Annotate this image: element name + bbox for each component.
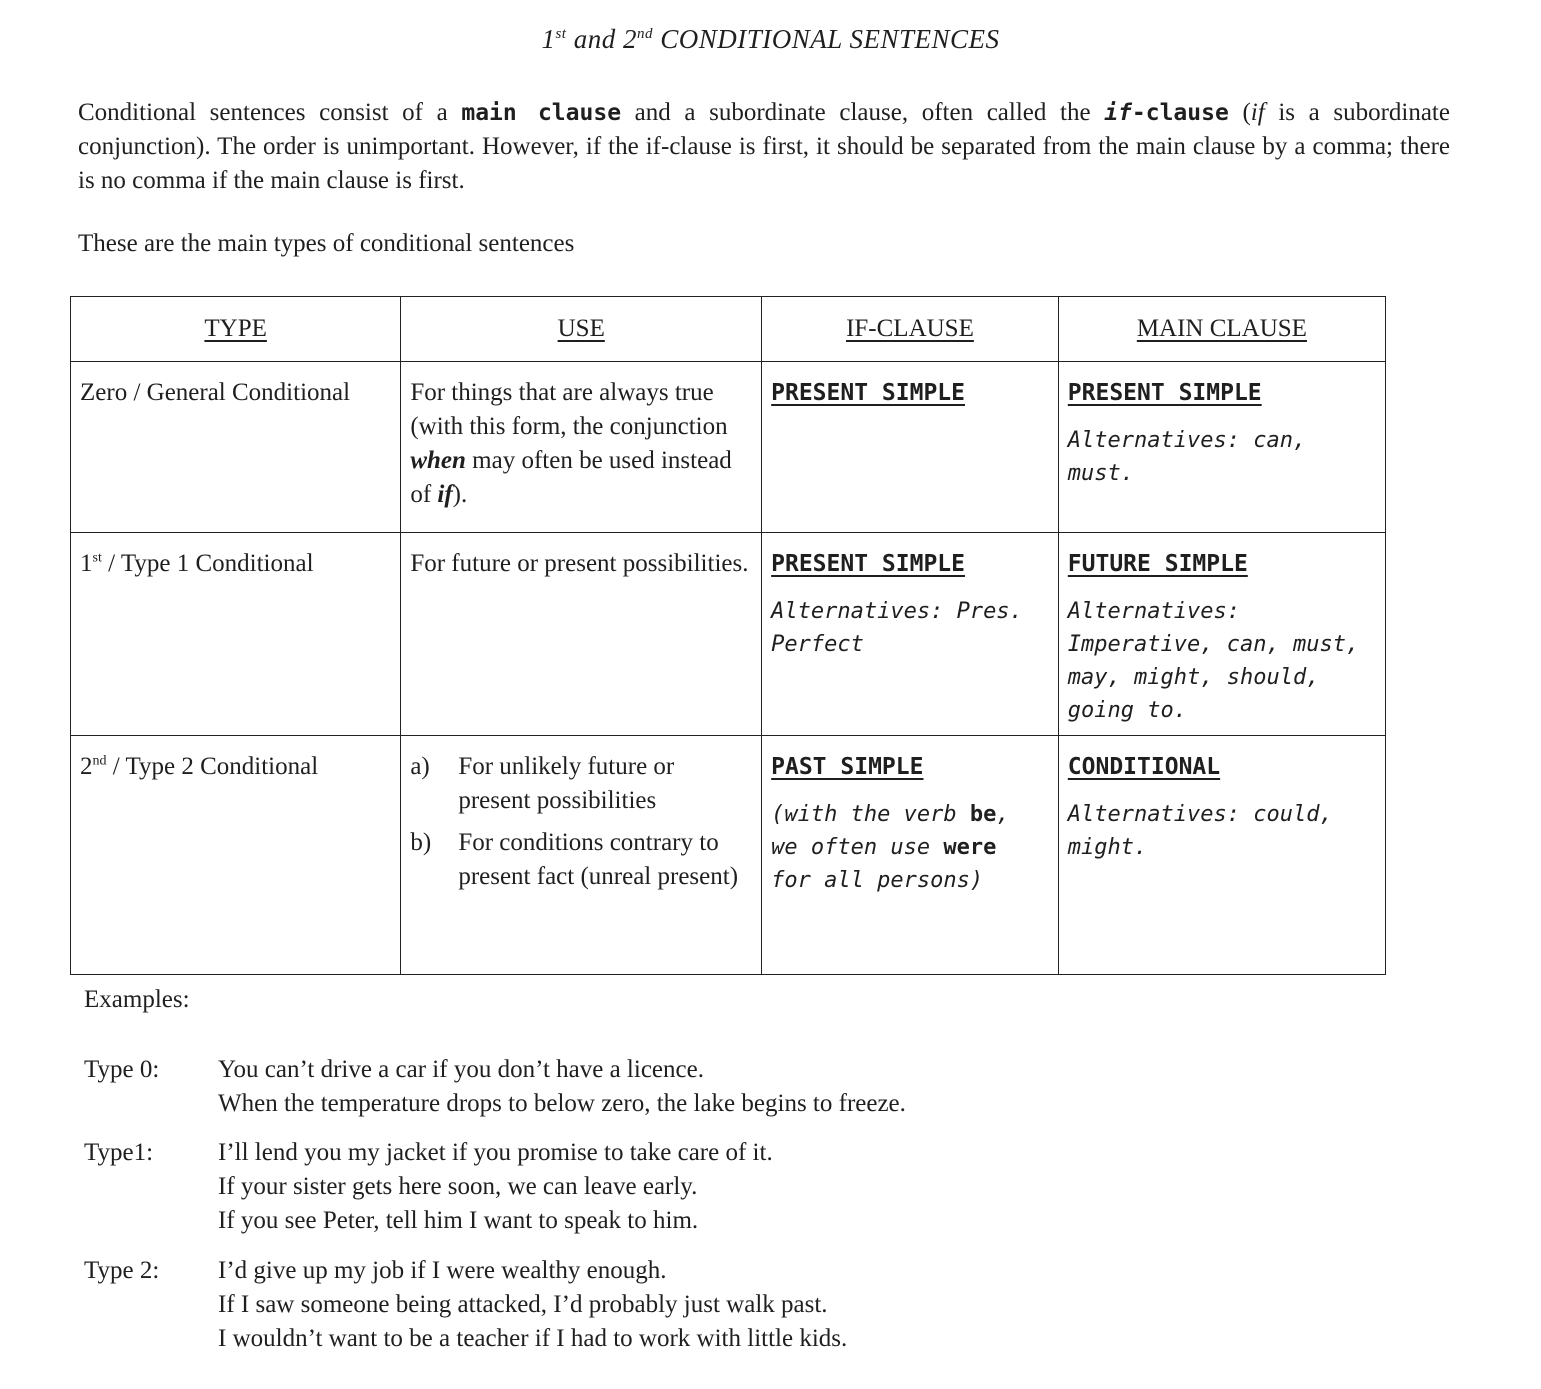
intro-main-clause: main clause <box>461 100 622 126</box>
first-main-cell <box>1058 533 1385 736</box>
second-if-alt-text-1: (with the verb <box>771 802 970 827</box>
second-use-cell <box>401 736 762 975</box>
header-main-clause: MAIN CLAUSE <box>1058 297 1385 362</box>
table-row-zero <box>71 362 1386 533</box>
second-type-num: 2 <box>80 753 93 780</box>
example-line: If you see Peter, tell him I want to speak to him. <box>218 1207 699 1234</box>
example-group-type2 <box>84 1254 1184 1356</box>
example-group-type1 <box>84 1136 1184 1238</box>
example-group-type0 <box>84 1053 1184 1121</box>
example-lines <box>218 1136 773 1238</box>
first-type-rest: / Type 1 Conditional <box>101 550 314 577</box>
second-if-alt-be: be <box>969 802 997 827</box>
use-mark-b: b) <box>410 829 432 856</box>
zero-main-tense: PRESENT SIMPLE <box>1067 380 1262 406</box>
zero-if-tense: PRESENT SIMPLE <box>771 380 966 406</box>
intro-text-3: ( <box>1228 99 1251 126</box>
example-line: I’d give up my job if I were wealthy enough. <box>218 1257 667 1284</box>
use-item-b <box>410 826 752 894</box>
second-type-sup: nd <box>92 753 107 769</box>
example-label: Type1: <box>84 1139 154 1166</box>
second-if-alt-were: were <box>943 835 997 860</box>
example-line: I wouldn’t want to be a teacher if I had to work with little kids. <box>218 1325 848 1352</box>
intro-text-1: Conditional sentences consist of a <box>78 99 462 126</box>
table-header-row <box>71 297 1386 362</box>
intro-if-clause <box>1104 100 1229 126</box>
intro-paragraph <box>78 96 1450 198</box>
intro-if-italic: if <box>1250 99 1265 126</box>
page-title <box>0 24 1541 55</box>
zero-use-text-2: may often be used instead of <box>410 447 732 508</box>
first-type-sup: st <box>92 550 102 566</box>
title-rest: CONDITIONAL SENTENCES <box>652 24 1000 54</box>
table-row-first <box>71 533 1386 736</box>
use-text-b: For conditions contrary to present fact (unreal present) <box>458 829 739 890</box>
second-if-tense: PAST SIMPLE <box>771 754 924 780</box>
zero-main-alternatives: Alternatives: can, must. <box>1067 428 1307 486</box>
first-type-cell <box>71 533 401 736</box>
examples-heading: Examples: <box>84 986 190 1013</box>
zero-use-cell <box>401 362 762 533</box>
zero-main-cell <box>1058 362 1385 533</box>
example-label: Type 0: <box>84 1056 160 1083</box>
first-main-alternatives: Alternatives: Imperative, can, must, may, might, should, going to. <box>1067 599 1360 723</box>
zero-type-cell <box>71 362 401 533</box>
first-main-tense: FUTURE SIMPLE <box>1067 551 1248 577</box>
zero-use-text-3: ). <box>452 481 468 508</box>
conditionals-table <box>70 296 1386 975</box>
header-use: USE <box>401 297 762 362</box>
header-type: TYPE <box>71 297 401 362</box>
example-line: If your sister gets here soon, we can leave early. <box>218 1173 698 1200</box>
use-item-a <box>410 750 752 818</box>
example-line: You can’t drive a car if you don’t have a licence. <box>218 1056 704 1083</box>
second-main-tense: CONDITIONAL <box>1067 754 1221 780</box>
second-main-alternatives: Alternatives: could, might. <box>1067 802 1333 860</box>
header-if-clause: IF-CLAUSE <box>762 297 1059 362</box>
use-mark-a: a) <box>410 753 430 780</box>
first-use: For future or present possibilities. <box>410 550 749 577</box>
table-row-second <box>71 736 1386 975</box>
example-line: When the temperature drops to below zero, the lake begins to freeze. <box>218 1090 906 1117</box>
example-line: I’ll lend you my jacket if you promise to take care of it. <box>218 1139 773 1166</box>
intro-text-4: is a subordinate conjunction). The order is unimportant. However, if the if-clause is first, it should be separated from the main clause by a comma; there is no comma if the main clause is first. <box>78 99 1450 194</box>
example-lines <box>218 1053 906 1121</box>
first-if-cell <box>762 533 1059 736</box>
title-second-sup: nd <box>636 26 653 42</box>
second-if-alternatives <box>771 798 1049 897</box>
second-if-cell <box>762 736 1059 975</box>
zero-use-text-1: For things that are always true (with this form, the conjunction <box>410 379 728 440</box>
second-if-alt-text-3: for all persons) <box>771 868 984 893</box>
use-text-a: For unlikely future or present possibilities <box>458 753 675 814</box>
first-use-cell <box>401 533 762 736</box>
title-first-sup: st <box>555 26 567 42</box>
intro-clause-suffix: -clause <box>1131 100 1229 126</box>
zero-use-if: if <box>437 481 453 508</box>
title-first: 1 <box>541 24 556 54</box>
zero-if-cell <box>762 362 1059 533</box>
example-label: Type 2: <box>84 1257 160 1284</box>
second-main-cell <box>1058 736 1385 975</box>
zero-use-when: when <box>410 447 466 474</box>
lead-sentence: These are the main types of conditional sentences <box>78 230 575 257</box>
first-if-tense: PRESENT SIMPLE <box>771 551 966 577</box>
intro-if-word: if <box>1104 100 1132 126</box>
example-lines <box>218 1254 847 1356</box>
example-line: If I saw someone being attacked, I’d probably just walk past. <box>218 1291 828 1318</box>
zero-type: Zero / General Conditional <box>80 379 351 406</box>
second-if-alt-text-2: , we often use <box>771 802 1010 860</box>
first-if-alternatives: Alternatives: Pres. Perfect <box>771 599 1023 657</box>
second-type-cell <box>71 736 401 975</box>
title-and: and 2 <box>566 24 637 54</box>
first-type-num: 1 <box>80 550 93 577</box>
intro-text-2: and a subordinate clause, often called the <box>621 99 1105 126</box>
second-type-rest: / Type 2 Conditional <box>106 753 319 780</box>
